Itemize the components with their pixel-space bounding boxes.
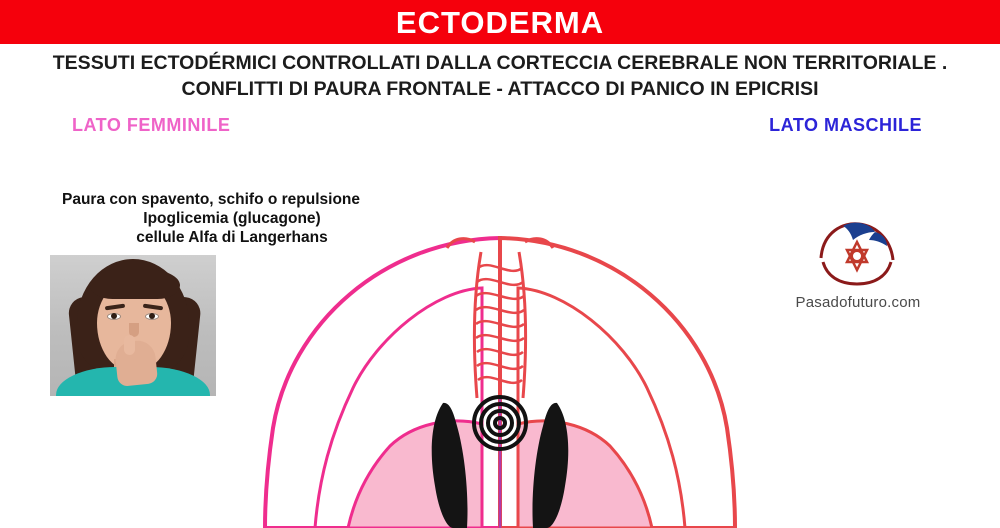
- title-bar: [0, 0, 1000, 44]
- photo-fringe: [90, 269, 180, 299]
- photo-finger: [124, 335, 135, 355]
- brainstem-left-edge: [474, 252, 481, 398]
- subtitle-block: [0, 50, 1000, 102]
- label-lato-maschile: LATO MASCHILE: [769, 115, 922, 135]
- site-logo[interactable]: [778, 218, 938, 328]
- logo-text: Pasadofuturo.com: [795, 294, 921, 311]
- page-title: ECTODERMA: [395, 4, 605, 40]
- annotation-line-3: cellule Alfa di Langerhans: [136, 229, 328, 246]
- photo-pupil-right: [149, 313, 155, 319]
- annotation-line-1: Paura con spavento, schifo o repulsione: [62, 191, 361, 208]
- subtitle-line-2: CONFLITTI DI PAURA FRONTALE - ATTACCO DI PANICO IN EPICRISI: [181, 78, 819, 100]
- annotation-line-2: Ipoglicemia (glucagone): [143, 210, 321, 227]
- photo-pupil-left: [111, 313, 117, 319]
- brain-diagram: [185, 228, 815, 528]
- subtitle-line-1: TESSUTI ECTODÉRMICI CONTROLLATI DALLA CORTECCIA CEREBRALE NON TERRITORIALE .: [52, 52, 948, 74]
- logo-mark-icon: [813, 218, 903, 292]
- label-lato-femminile: LATO FEMMINILE: [72, 115, 231, 135]
